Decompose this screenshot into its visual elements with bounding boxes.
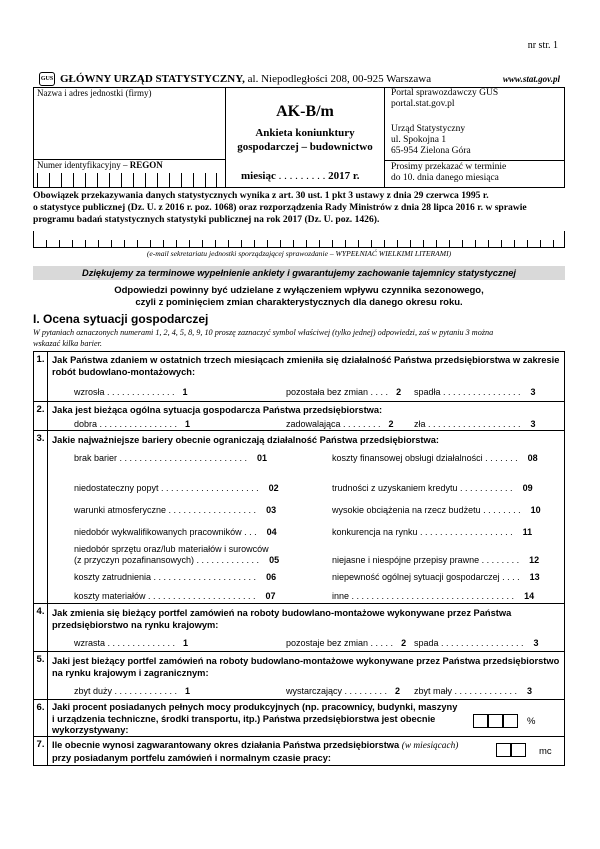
percent-digit-2[interactable] <box>488 714 503 728</box>
months-digit-2[interactable] <box>511 743 526 757</box>
regon-box <box>33 160 226 188</box>
legal-basis: Obowiązek przekazywania danych statystycznych wynika z art. 30 ust. 1 pkt 3 ustawy z dnia 29 czerwca 1995 r. o statystyce publicznej (Dz. U. z 2016 r. poz. 1068) oraz rozporządzenia Rady Ministrów z dnia 28 lipca 2016 r. w sprawie programu badań statystycznych statystyki publicznej na rok 2017 (Dz. U. poz. 1426). <box>33 190 527 225</box>
barrier-option[interactable]: inne . . . . . . . . . . . . . . . . . . . . . . . . . . . . . . . . . 14 <box>332 591 535 601</box>
question-number: 4. <box>34 604 48 651</box>
deadline-line1: Prosimy przekazać w terminie <box>391 162 507 172</box>
org-name: GŁÓWNY URZĄD STATYSTYCZNY, <box>60 73 245 85</box>
org-address: al. Niepodległości 208, 00-925 Warszawa <box>244 73 432 85</box>
answer-option[interactable]: spada . . . . . . . . . . . . . . . . . 3 <box>414 638 539 648</box>
barrier-option[interactable]: koszty finansowej obsługi działalności . . . . . . . 08 <box>332 453 538 463</box>
barrier-option[interactable]: niepewność ogólnej sytuacji gospodarczej . . . . 13 <box>332 572 540 582</box>
answer-option[interactable]: wystarczający . . . . . . . . . 2 <box>286 686 401 696</box>
percent-digit-3[interactable] <box>503 714 518 728</box>
question-number: 1. <box>34 352 48 401</box>
org-header <box>60 73 431 85</box>
barrier-option[interactable]: koszty zatrudnienia . . . . . . . . . . . . . . . . . . . . . 06 <box>74 572 277 582</box>
months-unit: mc <box>539 746 552 757</box>
form-title: Ankieta koniunktury gospodarczej – budownictwo <box>237 127 373 153</box>
regon-input[interactable] <box>37 173 217 187</box>
question-number: 3. <box>34 431 48 603</box>
barrier-option-extra: niedobór sprzętu oraz/lub materiałów i surowców <box>74 544 269 554</box>
question-text: Ile obecnie wynosi zagwarantowany okres działania Państwa przedsiębiorstwa (w miesiącach) przy posiadanym portfelu zamówień i normalnym czasie pracy: <box>52 740 459 763</box>
barrier-option[interactable]: niejasne i niespójne przepisy prawne . . . . . . . . 12 <box>332 555 540 565</box>
question-6 <box>33 699 565 737</box>
question-text: Jaka jest bieżąca ogólna sytuacja gospodarcza Państwa przedsiębiorstwa: <box>52 405 383 415</box>
percent-digit-1[interactable] <box>473 714 488 728</box>
right-info-box <box>384 87 565 188</box>
question-text: Jak zmienia się bieżący portfel zamówień na roboty budowlano-montażowe wykonywane przez Państwa przedsiębiorstwo na rynku krajowym: <box>52 608 512 630</box>
email-caption: (e-mail sekretariatu jednostki sporządzającej sprawozdanie – WYPEŁNIAĆ WIELKIMI LITERAMI) <box>146 249 452 258</box>
barrier-option[interactable]: wysokie obciążenia na rzecz budżetu . . . . . . . . 10 <box>332 505 541 515</box>
office-line3: 65-954 Zielona Góra <box>391 146 471 156</box>
question-number: 5. <box>34 652 48 699</box>
answer-option[interactable]: pozostała bez zmian . . . . 2 <box>286 387 402 397</box>
question-text: Jak Państwa zdaniem w ostatnich trzech miesiącach zmieniła się działalność Państwa przedsiębiorstwa w zakresie robót budowlano-montażowych: <box>52 355 560 377</box>
gus-logo: GUS <box>39 72 55 86</box>
portal-line2: portal.stat.gov.pl <box>391 99 455 109</box>
month-field[interactable]: miesiąc . . . . . . . . . 2017 r. <box>241 170 360 182</box>
name-address-label: Nazwa i adres jednostki (firmy) <box>37 88 152 98</box>
page-number: nr str. 1 <box>527 40 558 51</box>
question-5 <box>33 651 565 700</box>
question-text: Jakie najważniejsze bariery obecnie ograniczają działalność Państwa przedsiębiorstwa: <box>52 435 440 445</box>
question-3 <box>33 430 565 604</box>
question-text: Jaki jest bieżący portfel zamówień na roboty budowlano-montażowe wykonywane przez Państwa przedsiębiorstwo na rynku krajowym i zagranicznym: <box>52 656 560 678</box>
percent-unit: % <box>527 716 536 727</box>
thanks-banner: Dziękujemy za terminowe wypełnienie ankiety i gwarantujemy zachowanie tajemnicy statystycznej <box>33 266 565 280</box>
regon-label: Numer identyfikacyjny – REGON <box>37 160 163 170</box>
question-number: 6. <box>34 700 48 736</box>
question-number: 2. <box>34 402 48 430</box>
portal-line1: Portal sprawozdawczy GUS <box>391 88 499 98</box>
office-line1: Urząd Statystyczny <box>391 124 466 134</box>
answer-option[interactable]: wzrosła . . . . . . . . . . . . . . 1 <box>74 387 188 397</box>
form-code: AK-B/m <box>276 103 334 120</box>
name-address-box[interactable] <box>33 87 226 160</box>
question-2 <box>33 401 565 431</box>
barrier-option[interactable]: (z przyczyn pozafinansowych) . . . . . . . . . . . . . 05 <box>74 555 280 565</box>
question-4 <box>33 603 565 652</box>
question-number: 7. <box>34 737 48 765</box>
answer-option[interactable]: zła . . . . . . . . . . . . . . . . . . . 3 <box>414 419 536 429</box>
answer-option[interactable]: wzrasta . . . . . . . . . . . . . . 1 <box>74 638 189 648</box>
barrier-option[interactable]: niedostateczny popyt . . . . . . . . . . . . . . . . . . . . 02 <box>74 483 279 493</box>
question-1 <box>33 351 565 402</box>
office-line2: ul. Spokojna 1 <box>391 135 447 145</box>
barrier-option[interactable]: trudności z uzyskaniem kredytu . . . . . . . . . . . 09 <box>332 483 533 493</box>
answer-option[interactable]: pozostaje bez zmian . . . . . 2 <box>286 638 407 648</box>
deadline-line2: do 10. dnia danego miesiąca <box>391 173 499 183</box>
months-digit-1[interactable] <box>496 743 511 757</box>
barrier-option[interactable]: koszty materiałów . . . . . . . . . . . . . . . . . . . . . . 07 <box>74 591 276 601</box>
section-note: W pytaniach oznaczonych numerami 1, 2, 4, 5, 8, 9, 10 proszę zaznaczyć symbol właściwej (tylko jednej) odpowiedzi, zaś w pytaniu 3 można wskazać kilka barier. <box>33 328 494 348</box>
answer-option[interactable]: zbyt mały . . . . . . . . . . . . . 3 <box>414 686 533 696</box>
website: www.stat.gov.pl <box>502 74 560 84</box>
answer-option[interactable]: zbyt duży . . . . . . . . . . . . . 1 <box>74 686 191 696</box>
barrier-option[interactable]: konkurencja na rynku . . . . . . . . . . . . . . . . . . . 11 <box>332 527 533 537</box>
instructions: Odpowiedzi powinny być udzielane z wyłączeniem wpływu czynnika sezonowego, czyli z pominięciem zmian charakterystycznych dla danego okresu roku. <box>114 285 484 308</box>
answer-option[interactable]: dobra . . . . . . . . . . . . . . . . 1 <box>74 419 191 429</box>
answer-option[interactable]: spadła . . . . . . . . . . . . . . . . 3 <box>414 387 536 397</box>
question-text: Jaki procent posiadanych pełnych mocy produkcyjnych (np. pracownicy, budynki, maszyny i urządzenia techniczne, środki transportu, itp.) Państwa przedsiębiorstwa jest obecnie wykorzystywany: <box>52 702 458 735</box>
email-input[interactable] <box>33 231 565 248</box>
barrier-option[interactable]: warunki atmosferyczne . . . . . . . . . . . . . . . . . . 03 <box>74 505 277 515</box>
question-7 <box>33 736 565 766</box>
barrier-option[interactable]: brak barier . . . . . . . . . . . . . . . . . . . . . . . . . . 01 <box>74 453 268 463</box>
section-title: I. Ocena sytuacji gospodarczej <box>33 312 209 326</box>
barrier-option[interactable]: niedobór wykwalifikowanych pracowników . . . 04 <box>74 527 277 537</box>
answer-option[interactable]: zadowalająca . . . . . . . . 2 <box>286 419 394 429</box>
